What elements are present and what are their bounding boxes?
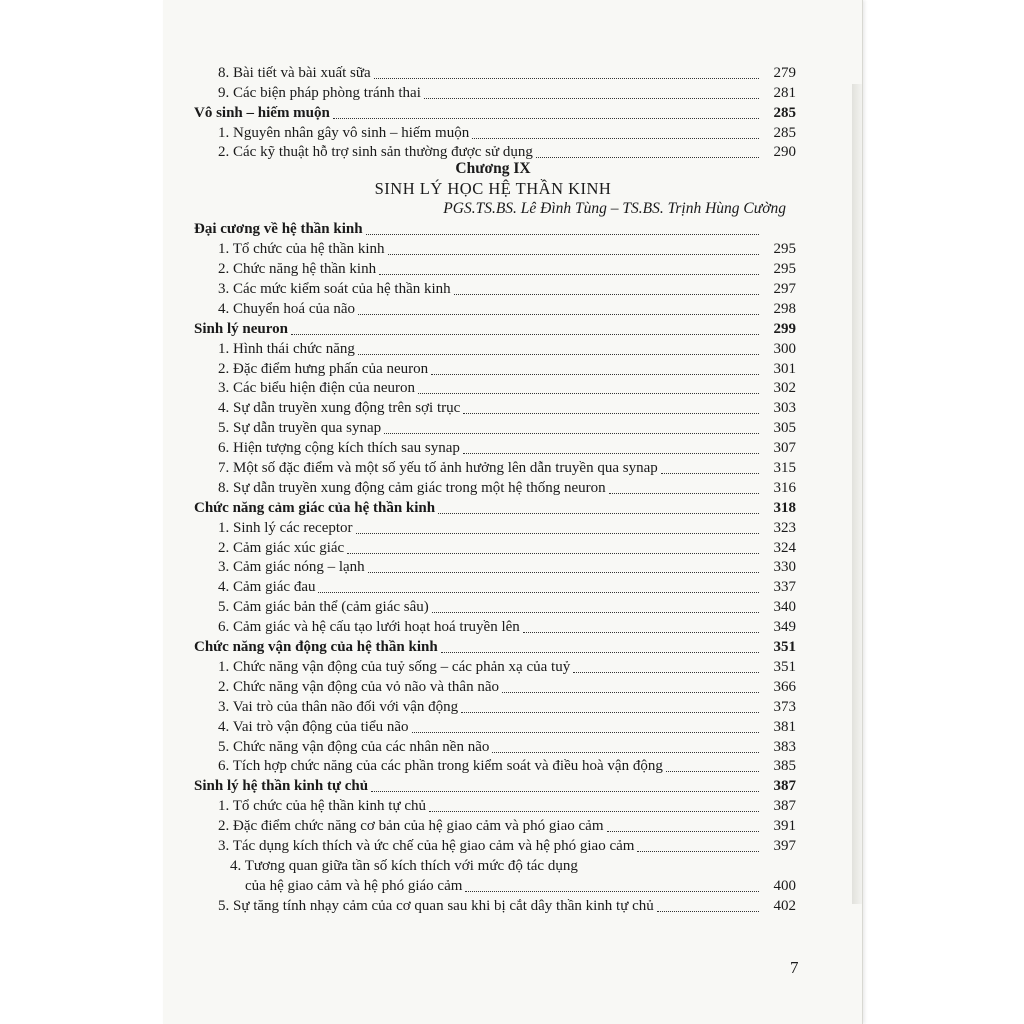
dot-leader — [657, 911, 759, 912]
toc-page-number: 297 — [773, 281, 796, 298]
toc-page-number: 351 — [773, 639, 796, 656]
toc-page-number: 301 — [773, 360, 796, 377]
toc-entry-title: 3. Các biểu hiện điện của neuron — [218, 380, 416, 397]
dot-leader — [431, 374, 759, 375]
dot-leader — [438, 513, 759, 514]
dot-leader — [418, 393, 759, 394]
toc-entry — [190, 122, 796, 142]
toc-entry-title: 5. Sự tăng tính nhạy cảm của cơ quan sau khi bị cắt dây thần kinh tự chủ — [218, 897, 654, 914]
toc-page-number: 330 — [773, 559, 796, 576]
toc-page-number: 385 — [773, 758, 796, 775]
toc-entry-title: 2. Đặc điểm hưng phấn của neuron — [218, 360, 429, 377]
dot-leader — [463, 453, 759, 454]
toc-main-list — [190, 218, 796, 914]
toc-top-list — [190, 62, 796, 161]
dot-leader — [573, 672, 759, 673]
toc-entry-title: 4. Sự dẫn truyền xung động trên sợi trục — [218, 400, 461, 417]
dot-leader — [666, 771, 759, 772]
toc-page-number: 381 — [773, 718, 796, 735]
toc-page-number: 285 — [773, 124, 796, 141]
toc-page-number: 337 — [773, 579, 796, 596]
toc-page-number: 383 — [773, 738, 796, 755]
toc-entry — [190, 756, 796, 776]
toc-entry — [190, 596, 796, 616]
toc-page-number: 300 — [773, 340, 796, 357]
toc-entry — [190, 397, 796, 417]
toc-entry — [190, 576, 796, 596]
toc-entry — [190, 278, 796, 298]
toc-entry — [190, 338, 796, 358]
toc-entry — [190, 875, 796, 895]
toc-page-number: 387 — [773, 778, 796, 795]
toc-entry — [190, 358, 796, 378]
toc-entry-title: 5. Cảm giác bản thể (cảm giác sâu) — [218, 599, 429, 616]
toc-page-number: 373 — [773, 698, 796, 715]
dot-leader — [461, 712, 759, 713]
toc-page-number: 316 — [773, 479, 796, 496]
toc-entry-title: 4. Cảm giác đau — [218, 579, 316, 596]
toc-entry-title: của hệ giao cảm và hệ phó giáo cảm — [245, 877, 463, 894]
toc-page-number: 299 — [773, 320, 796, 337]
toc-entry-title: 3. Tác dụng kích thích và ức chế của hệ giao cảm và hệ phó giao cảm — [218, 837, 635, 854]
dot-leader — [424, 98, 759, 99]
toc-entry-title: 1. Tổ chức của hệ thần kinh — [218, 241, 385, 258]
toc-entry — [190, 417, 796, 437]
toc-page-number: 323 — [773, 519, 796, 536]
dot-leader — [358, 314, 759, 315]
toc-entry — [190, 795, 796, 815]
toc-entry — [190, 457, 796, 477]
dot-leader — [379, 274, 759, 275]
toc-entry-title: 2. Chức năng vận động của vỏ não và thân não — [218, 678, 499, 695]
toc-entry-title: 2. Chức năng hệ thần kinh — [218, 261, 377, 278]
toc-entry — [190, 895, 796, 915]
dot-leader — [607, 831, 760, 832]
toc-entry — [190, 696, 796, 716]
chapter-title: SINH LÝ HỌC HỆ THẦN KINH — [374, 179, 612, 199]
dot-leader — [492, 752, 759, 753]
toc-entry-title: 5. Sự dẫn truyền qua synap — [218, 420, 382, 437]
dot-leader — [465, 891, 759, 892]
toc-entry — [190, 716, 796, 736]
toc-entry — [190, 656, 796, 676]
toc-page-number: 340 — [773, 599, 796, 616]
toc-page-number: 324 — [773, 539, 796, 556]
dot-leader — [637, 851, 759, 852]
toc-page-number: 303 — [773, 400, 796, 417]
toc-page-number: 295 — [773, 261, 796, 278]
toc-entry — [190, 835, 796, 855]
dot-leader — [368, 572, 759, 573]
toc-entry — [190, 676, 796, 696]
dot-leader — [454, 294, 759, 295]
toc-page-number: 391 — [773, 818, 796, 835]
toc-page-number: 349 — [773, 619, 796, 636]
toc-page-number: 285 — [773, 104, 796, 121]
chapter-label: Chương IX — [455, 160, 531, 178]
table-of-contents — [190, 62, 796, 915]
toc-entry — [190, 258, 796, 278]
toc-entry-title: Sinh lý neuron — [194, 320, 288, 337]
toc-page-number: 318 — [773, 499, 796, 516]
dot-leader — [472, 138, 759, 139]
toc-section — [190, 218, 796, 238]
dot-leader — [371, 791, 759, 792]
toc-entry-title: Vô sinh – hiếm muộn — [194, 104, 330, 121]
dot-leader — [388, 254, 759, 255]
dot-leader — [384, 433, 759, 434]
toc-entry-title: Đại cương về hệ thần kinh — [194, 221, 363, 238]
dot-leader — [523, 632, 759, 633]
toc-entry-title: 4. Chuyển hoá của não — [218, 300, 356, 317]
toc-entry-title: 1. Sinh lý các receptor — [218, 519, 353, 536]
toc-entry — [190, 477, 796, 497]
toc-page-number: 305 — [773, 420, 796, 437]
toc-page-number: 397 — [773, 837, 796, 854]
toc-entry-title: 2. Đặc điểm chức năng cơ bản của hệ giao cảm và phó giao cảm — [218, 818, 604, 835]
toc-entry-title: 3. Cảm giác nóng – lạnh — [218, 559, 365, 576]
toc-page-number: 366 — [773, 678, 796, 695]
toc-entry — [190, 557, 796, 577]
toc-entry — [190, 238, 796, 258]
toc-entry — [190, 142, 796, 162]
toc-page-number: 298 — [773, 300, 796, 317]
toc-entry-title: 4. Tương quan giữa tần số kích thích với mức độ tác dụng — [230, 857, 578, 874]
toc-entry-title: 6. Tích hợp chức năng của các phần trong kiểm soát và điều hoà vận động — [218, 758, 663, 775]
toc-page-number: 302 — [773, 380, 796, 397]
toc-entry-title: 1. Chức năng vận động của tuỷ sống – các phản xạ của tuỷ — [218, 658, 571, 675]
toc-entry-title: 4. Vai trò vận động của tiểu não — [218, 718, 409, 735]
dot-leader — [366, 234, 759, 235]
dot-leader — [463, 413, 759, 414]
toc-entry-title: 1. Tổ chức của hệ thần kinh tự chủ — [218, 798, 427, 815]
toc-entry-title: 1. Hình thái chức năng — [218, 340, 355, 357]
dot-leader — [609, 493, 759, 494]
dot-leader — [347, 553, 759, 554]
page-number: 7 — [790, 958, 799, 977]
toc-entry — [190, 437, 796, 457]
toc-entry-title: 3. Vai trò của thân não đối với vận động — [218, 698, 459, 715]
toc-entry-title: 6. Cảm giác và hệ cấu tạo lưới hoạt hoá truyền lên — [218, 619, 520, 636]
toc-entry — [190, 616, 796, 636]
dot-leader — [536, 157, 759, 158]
toc-entry-title: 2. Cảm giác xúc giác — [218, 539, 345, 556]
chapter-authors: PGS.TS.BS. Lê Đình Tùng – TS.BS. Trịnh Hùng Cường — [443, 200, 786, 218]
toc-entry-title: 7. Một số đặc điểm và một số yếu tố ảnh hưởng lên dẫn truyền qua synap — [218, 460, 658, 477]
toc-entry — [190, 62, 796, 82]
dot-leader — [358, 354, 759, 355]
toc-entry-title: 8. Sự dẫn truyền xung động cảm giác trong một hệ thống neuron — [218, 479, 606, 496]
toc-page-number: 387 — [773, 798, 796, 815]
toc-entry — [190, 736, 796, 756]
dot-leader — [374, 78, 759, 79]
toc-page-number: 400 — [773, 877, 796, 894]
toc-page-number: 307 — [773, 440, 796, 457]
toc-section — [190, 318, 796, 338]
toc-entry-title: Chức năng vận động của hệ thần kinh — [194, 639, 438, 656]
dot-leader — [441, 652, 759, 653]
toc-section — [190, 497, 796, 517]
dot-leader — [356, 533, 759, 534]
dot-leader — [432, 612, 759, 613]
page-edge-shadow — [852, 84, 862, 904]
toc-entry-title: 8. Bài tiết và bài xuất sữa — [218, 64, 371, 81]
toc-entry — [190, 82, 796, 102]
toc-section — [190, 775, 796, 795]
toc-section — [190, 636, 796, 656]
toc-entry-title: 9. Các biện pháp phòng tránh thai — [218, 84, 421, 101]
toc-section — [190, 102, 796, 122]
toc-entry — [190, 855, 796, 875]
toc-entry — [190, 298, 796, 318]
toc-entry-title: 1. Nguyên nhân gây vô sinh – hiếm muộn — [218, 124, 470, 141]
toc-page-number: 295 — [773, 241, 796, 258]
dot-leader — [661, 473, 759, 474]
toc-page-number: 290 — [773, 144, 796, 161]
toc-entry-title: Sinh lý hệ thần kinh tự chủ — [194, 778, 369, 795]
dot-leader — [412, 732, 759, 733]
toc-page-number: 279 — [773, 64, 796, 81]
toc-entry-title: 5. Chức năng vận động của các nhân nền não — [218, 738, 490, 755]
toc-entry-title: 2. Các kỹ thuật hỗ trợ sinh sản thường được sử dụng — [218, 144, 533, 161]
toc-entry-title: 6. Hiện tượng cộng kích thích sau synap — [218, 440, 460, 457]
toc-entry — [190, 517, 796, 537]
dot-leader — [502, 692, 759, 693]
toc-page-number: 402 — [773, 897, 796, 914]
dot-leader — [333, 118, 759, 119]
toc-entry-title: 3. Các mức kiểm soát của hệ thần kinh — [218, 281, 451, 298]
toc-entry — [190, 815, 796, 835]
toc-entry-title: Chức năng cảm giác của hệ thần kinh — [194, 499, 436, 516]
toc-entry — [190, 378, 796, 398]
toc-page-number: 351 — [773, 658, 796, 675]
dot-leader — [291, 334, 759, 335]
dot-leader — [318, 592, 759, 593]
toc-page-number: 281 — [773, 84, 796, 101]
dot-leader — [429, 811, 759, 812]
toc-entry — [190, 537, 796, 557]
toc-page-number: 315 — [773, 460, 796, 477]
